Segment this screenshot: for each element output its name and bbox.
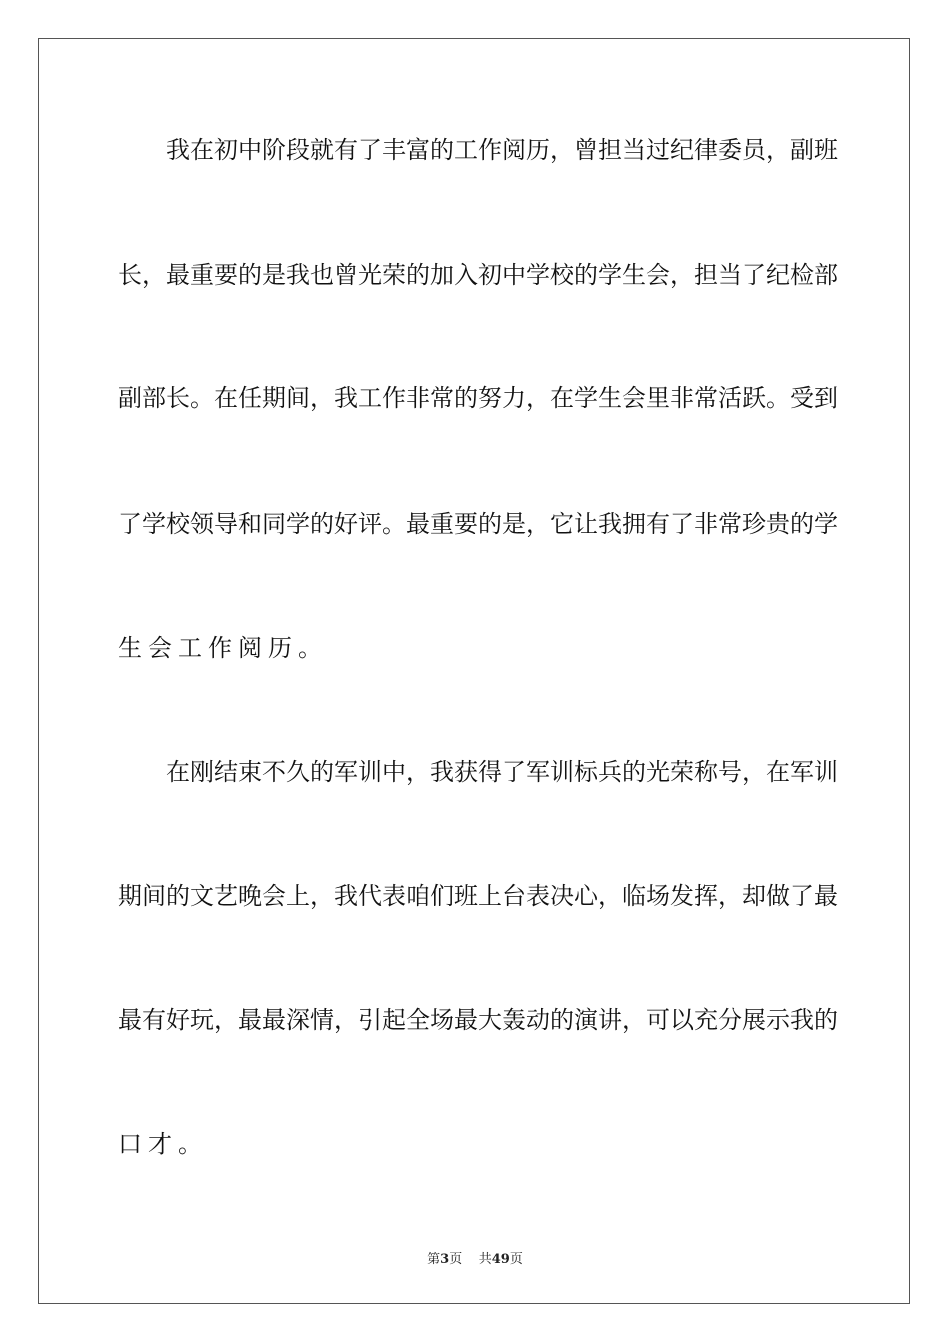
paragraph-line: 期间的文艺晚会上，我代表咱们班上台表决心，临场发挥，却做了最 [118, 882, 838, 910]
paragraph-line: 生会工作阅历。 [118, 634, 328, 662]
paragraph-line: 最有好玩，最最深情，引起全场最大轰动的演讲，可以充分展示我的 [118, 1006, 838, 1034]
paragraph-line: 口才。 [118, 1130, 208, 1158]
paragraph-line: 我在初中阶段就有了丰富的工作阅历，曾担当过纪律委员，副班 [166, 136, 838, 164]
total-pages: 49 [491, 1252, 510, 1267]
page-prefix: 第 [427, 1252, 441, 1267]
page-footer [0, 1248, 950, 1267]
page-border [38, 38, 910, 1304]
paragraph-line: 长，最重要的是我也曾光荣的加入初中学校的学生会，担当了纪检部 [118, 261, 838, 289]
page-number: 3 [440, 1252, 450, 1267]
paragraph-line: 了学校领导和同学的好评。最重要的是，它让我拥有了非常珍贵的学 [118, 510, 838, 538]
total-prefix: 共 [478, 1252, 492, 1267]
paragraph-line: 副部长。在任期间，我工作非常的努力，在学生会里非常活跃。受到 [118, 384, 838, 412]
total-suffix: 页 [509, 1252, 523, 1267]
paragraph-line: 在刚结束不久的军训中，我获得了军训标兵的光荣称号，在军训 [166, 758, 838, 786]
page-suffix: 页 [449, 1252, 463, 1267]
